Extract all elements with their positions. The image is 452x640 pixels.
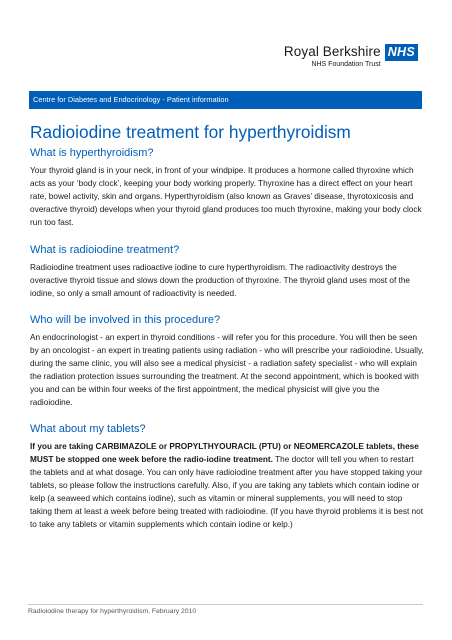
tablets-warning: If you are taking CARBIMAZOLE or PROPYLTHYOURACIL (PTU) or NEOMERCAZOLE tablets, these MUST be stopped one week before the radio-iodine treatment. [30, 442, 419, 464]
section-tablets [30, 422, 424, 531]
trust-name: Royal Berkshire [283, 44, 381, 59]
section-text [30, 440, 424, 531]
trust-name-block [284, 44, 381, 69]
section-text: An endocrinologist - an expert in thyroid conditions - will refer you for this procedure. You will then be seen by an oncologist - an expert in treating patients using radiation - who will prescribe your radioiodine. Usually, during the same clinic, you will also see a medical physicist - a radiation safety specialist - who will explain the radiation protection issues surrounding the treatment. At the second appointment, which is booked with you and can be within four weeks of the first appointment, the medical physicist will give you the radioiodine. [30, 333, 424, 407]
section-who-involved [30, 313, 424, 409]
tablets-instructions: The doctor will tell you when to restart the tablets and at what dosage. You can only have radioiodine treatment after you have stopped taking your tablets, so please follow the instructions carefully. Also, if you are taking any tablets which contain iodine or kelp (a seaweed which contains iodine), such as vitamin or mineral supplements, you will need to stop taking them at least a week before being treated with radioiodine. (If you have thyroid problems it is best not to take any tablets or vitamin supplements which contain iodine or kelp.) [30, 455, 424, 529]
section-text: Radioiodine treatment uses radioactive iodine to cure hyperthyroidism. The radioactivity destroys the overactive thyroid tissue and slows down the production of thyroxine. The thyroid gland uses most of the iodine, so only a small amount of radioactivity is needed. [30, 263, 411, 298]
department-banner: Centre for Diabetes and Endocrinology - Patient information [29, 91, 422, 109]
section-heading: What is hyperthyroidism? [30, 147, 154, 159]
section-heading: Who will be involved in this procedure? [30, 314, 221, 326]
page-footer: Radioiodine therapy for hyperthyroidism, February 2010 [28, 604, 423, 615]
section-heading: What about my tablets? [30, 423, 146, 435]
section-radioiodine-treatment [30, 243, 424, 300]
section-heading: What is radioiodine treatment? [30, 244, 180, 256]
section-text: Your thyroid gland is in your neck, in front of your windpipe. It produces a hormone called thyroxine which acts as your ‘body clock’, keeping your body working properly. Thyroxine has a direct effect on your heart rate, bowel activity, skin and organs. Hyperthyroidism (also known as Graves’ disease, thyrotoxicosis and overactive thyroid) develops when your thyroid gland produces too much thyroxine, making your body clock run too fast. [30, 166, 422, 227]
trust-logo [284, 44, 418, 69]
page-title: Radioiodine treatment for hyperthyroidism [30, 122, 351, 142]
nhs-logo-icon: NHS [385, 44, 418, 61]
document-body [30, 121, 424, 531]
section-hyperthyroidism [30, 146, 424, 229]
trust-subtitle: NHS Foundation Trust [311, 61, 381, 68]
